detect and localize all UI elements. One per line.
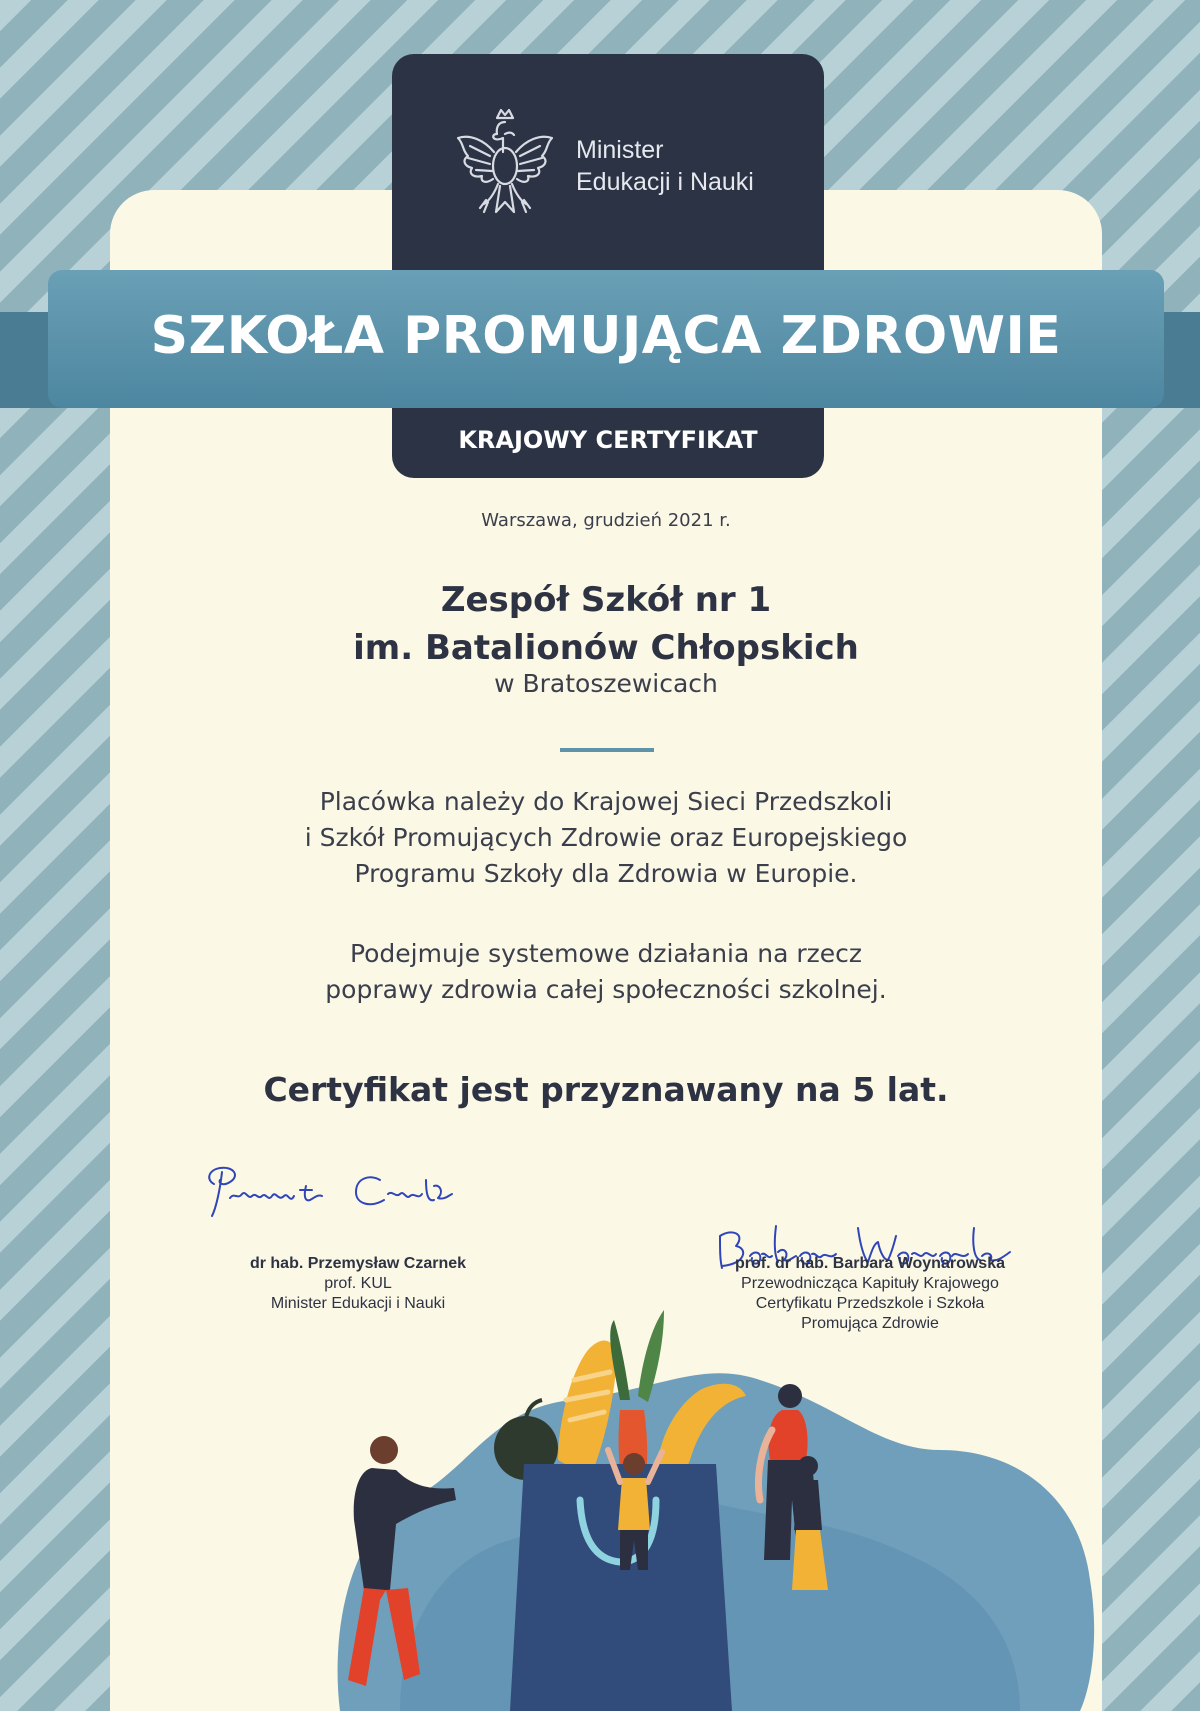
- paragraph-line: Podejmuje systemowe działania na rzecz: [349, 939, 863, 968]
- signatory-title-line: Certyfikatu Przedszkole i Szkoła: [755, 1295, 985, 1312]
- paragraph-line: poprawy zdrowia całej społeczności szkolnej.: [325, 975, 887, 1004]
- school-name-line1: Zespół Szkół nr 1: [440, 580, 772, 620]
- polish-eagle-emblem-icon: [450, 104, 560, 224]
- ministry-name: [576, 134, 754, 198]
- school-location: w Bratoszewicach: [494, 669, 718, 698]
- signatory-title-line: Przewodnicząca Kapituły Krajowego: [741, 1275, 999, 1292]
- issue-date: Warszawa, grudzień 2021 r.: [481, 510, 731, 531]
- paragraph-line: Programu Szkoły dla Zdrowia w Europie.: [354, 859, 858, 888]
- signature-czarnek: [200, 1150, 490, 1230]
- validity-statement: Certyfikat jest przyznawany na 5 lat.: [263, 1070, 949, 1109]
- membership-paragraph: [110, 784, 1102, 892]
- ministry-name-line1: Minister: [576, 136, 664, 164]
- school-name: [110, 576, 1102, 672]
- family-grocery-illustration: [320, 1300, 1100, 1711]
- certificate-subtitle: KRAJOWY CERTYFIKAT: [458, 426, 758, 454]
- signatory-name: prof. dr hab. Barbara Woynarowska: [735, 1255, 1005, 1272]
- section-divider: [560, 748, 654, 752]
- ministry-name-line2: Edukacji i Nauki: [576, 168, 754, 196]
- signatory-title-line: prof. KUL: [324, 1275, 392, 1292]
- signatory-name: dr hab. Przemysław Czarnek: [249, 1255, 467, 1272]
- paragraph-line: Placówka należy do Krajowej Sieci Przedszkoli: [319, 787, 893, 816]
- signatory-title-line: Promująca Zdrowie: [801, 1315, 939, 1332]
- activity-paragraph: [110, 936, 1102, 1008]
- certificate-title: SZKOŁA PROMUJĄCA ZDROWIE: [150, 306, 1062, 366]
- paragraph-line: i Szkół Promujących Zdrowie oraz Europejskiego: [304, 823, 908, 852]
- signatory-title-line: Minister Edukacji i Nauki: [270, 1295, 446, 1312]
- school-name-line2: im. Batalionów Chłopskich: [353, 628, 859, 668]
